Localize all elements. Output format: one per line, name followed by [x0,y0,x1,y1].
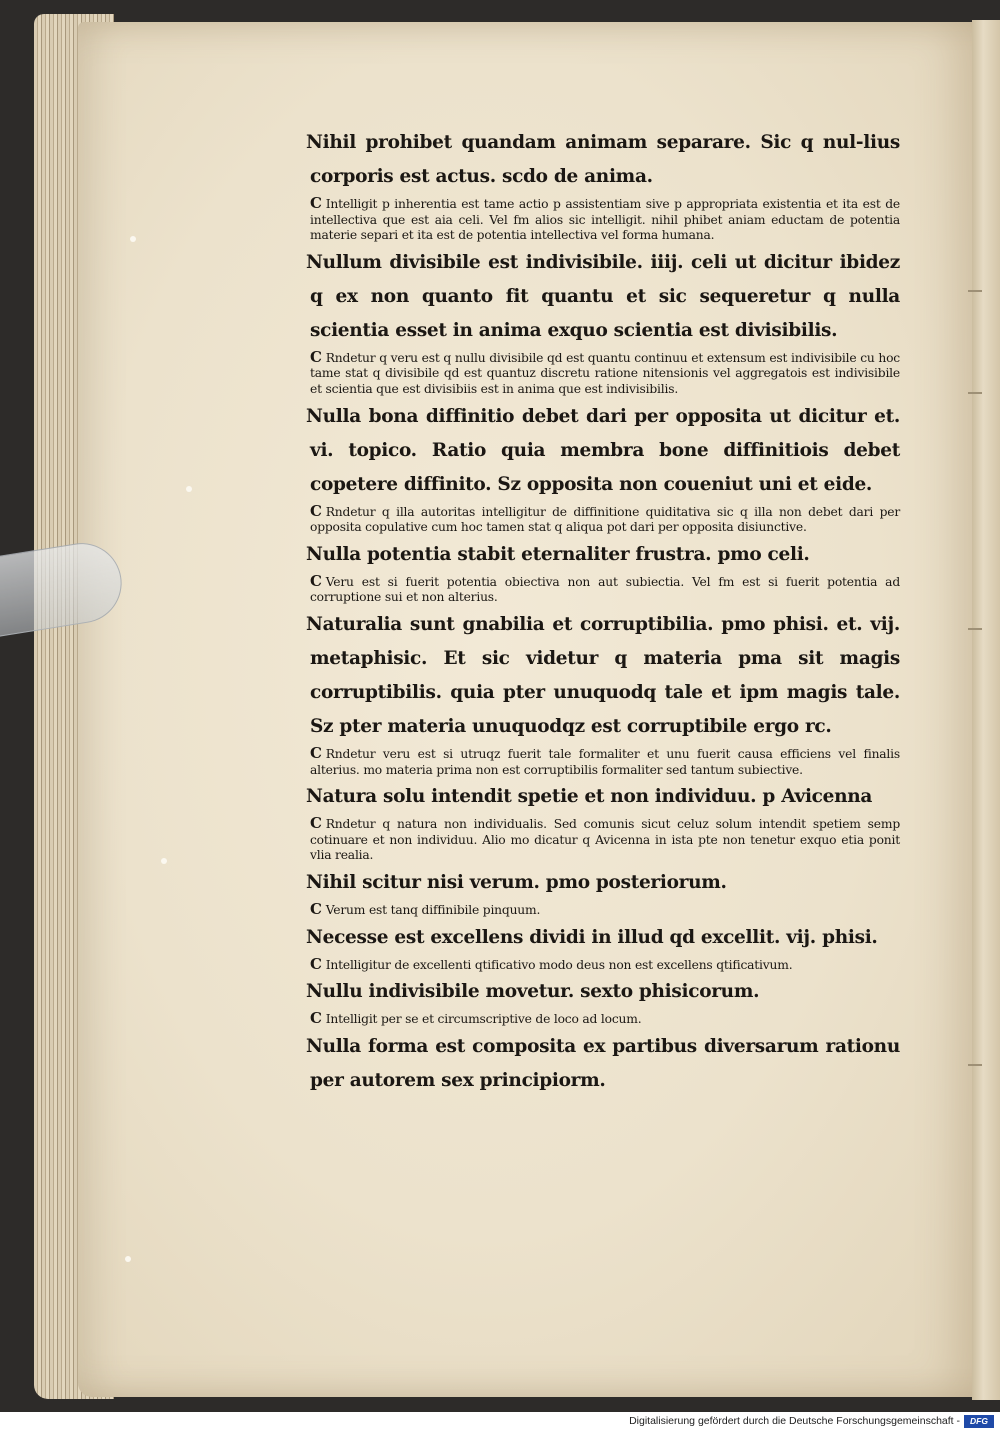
binding-stitch [968,1064,982,1066]
paragraph-mark: C [310,954,322,973]
response-paragraph [310,347,900,398]
response-paragraph [310,899,900,919]
paragraph-text: Nihil prohibet quandam animam separare. Sic q nul-lius corporis est actus. scdo de anima. [306,132,900,187]
statement-paragraph [306,1030,900,1098]
dfg-logo: DFG [964,1415,994,1428]
response-paragraph [310,816,900,864]
paragraph-text: Verum est tanq diffinibile pinquum. [325,902,541,917]
paragraph-mark: C [310,347,322,366]
statement-paragraph [306,538,900,572]
statement-paragraph [306,400,900,502]
paragraph-mark: C [310,194,322,212]
paper-hole [130,236,136,242]
gutter-strip [972,20,1000,1400]
response-paragraph [310,743,900,778]
paper-hole [161,858,167,864]
paper-hole [125,1256,131,1262]
response-paragraph [310,501,900,536]
printed-text-block [306,126,900,1098]
paragraph-text: Rndetur q illa autoritas intelligitur de diffinitione quiditativa sic q illa non debet dari per opposita copulative cum hoc tamen stat q aliqua pot dari per opposita disiunctive. [310,504,900,535]
paragraph-text: Necesse est excellens dividi in illud qd excellit. vij. phisi. [306,926,878,948]
paragraph-mark: C [310,899,322,918]
statement-paragraph [306,866,900,900]
statement-paragraph [306,921,900,955]
paragraph-text: Intelligit per se et circumscriptive de loco ad locum. [325,1012,642,1027]
paragraph-text: Nullu indivisibile movetur. sexto phisicorum. [306,981,760,1003]
funding-credit: Digitalisierung gefördert durch die Deutsche Forschungsgemeinschaft - [629,1415,960,1427]
paragraph-text: Nulla potentia stabit eternaliter frustra. pmo celi. [306,543,810,565]
statement-paragraph [306,246,900,348]
response-paragraph [310,1011,900,1028]
response-paragraph [310,954,900,974]
paragraph-text: Veru est si fuerit potentia obiectiva non aut subiectia. Vel fm est si fuerit potentia ad corruptione sui et non alterius. [310,574,900,605]
paragraph-mark: C [310,1009,322,1028]
statement-paragraph [306,126,900,194]
paper-hole [186,486,192,492]
paragraph-mark: C [310,571,322,590]
paragraph-text: Natura solu intendit spetie et non individuu. p Avicenna [306,786,873,808]
response-paragraph [310,571,900,606]
binding-stitch [968,628,982,630]
statement-paragraph [306,975,900,1009]
response-paragraph [310,196,900,244]
paragraph-text: Rndetur q veru est q nullu divisibile qd est quantu continuu et extensum est indivisibile cu hoc tame stat q divisibile qd est quantuz discretu ratione nitensionis vel aggregatois est indivisibile et scientia que est divisibiis est in anima que est indivisibilis. [310,350,900,396]
paragraph-mark: C [310,501,322,520]
paragraph-text: Intelligitur de excellenti qtificativo modo deus non est excellens qtificativum. [325,957,793,972]
paragraph-mark: C [310,814,322,833]
paragraph-text: Nulla forma est composita ex partibus diversarum rationu per autorem sex principiorm. [306,1035,900,1091]
paragraph-text: Nulla bona diffinitio debet dari per opposita ut dicitur et. vi. topico. Ratio quia membra bone diffinitiois debet copetere diffinito. Sz opposita non coueniut uni et eide. [306,405,900,495]
statement-paragraph [306,608,900,744]
paragraph-text: Intelligit p inherentia est tame actio p assistentiam sive p appropriata existentia et ita est de intellectiva que est aia celi. Vel fm alios sic intelligit. nihil phibet aniam eductam de potentia materie separi et ita est de potentia intellectiva vel forma humana. [310,197,900,243]
statement-paragraph [306,780,900,814]
paragraph-mark: C [310,743,322,762]
paragraph-text: Rndetur q natura non individualis. Sed comunis sicut celuz solum intendit spetiem semp cotinuare et non individuu. Alio mo dicatur q Avicenna in ista pte non tenetur exquo etia ponit vlia realia. [310,817,900,863]
paragraph-text: Nullum divisibile est indivisibile. iiij. celi ut dicitur ibidez q ex non quanto fit quantu et sic sequeretur q nulla scientia esset in anima exquo scientia est divisibilis. [306,251,900,341]
binding-stitch [968,290,982,292]
paragraph-text: Rndetur veru est si utruqz fuerit tale formaliter et unu fuerit causa efficiens vel finalis alterius. mo materia prima non est corruptibilis formaliter sed tantum subiective. [310,746,900,777]
footer-bar [0,1412,1000,1432]
paragraph-text: Nihil scitur nisi verum. pmo posteriorum. [306,871,727,893]
paragraph-text: Naturalia sunt gnabilia et corruptibilia. pmo phisi. et. vij. metaphisic. Et sic videtur q materia pma sit magis corruptibilis. quia pter unuquodq tale et ipm magis tale. Sz pter materia unuquodqz est corruptibile ergo rc. [306,613,900,737]
binding-stitch [968,392,982,394]
